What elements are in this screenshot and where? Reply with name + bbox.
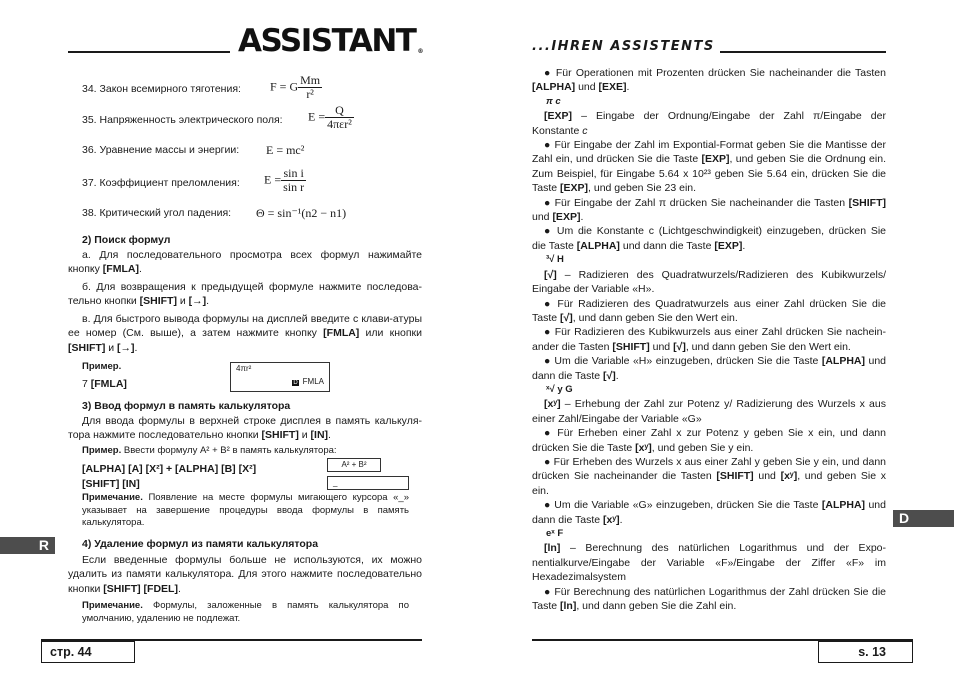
page-number-right: s. 13 [818, 641, 913, 663]
key-sequence-line2: [SHIFT] [IN] [82, 478, 140, 490]
de-heading-ex: eˣ F [546, 528, 564, 539]
de-heading-xroot: ˣ√ y G [546, 383, 573, 395]
section-title-input: 3) Ввод формул в память калькулятора [82, 400, 291, 412]
de-para-10: [xʸ] – Erhebung der Zahl zur Potenz y/ Radizierung des Wurzels x aus einer Zahl/Eingabe der Variable «G» [532, 398, 886, 425]
de-para-14: [ln] – Berechnung des natürlichen Logarithmus und der Expo-nentialkurve/Eingabe der Variable «F»/Eingabe der Ziffer «F» im Hexadezimalsystem [532, 542, 886, 584]
header-rule-right [720, 51, 886, 53]
brand-logo: ASSISTANT ® [238, 23, 424, 59]
key-sequence-line1: [ALPHA] [A] [X²] + [ALPHA] [B] [X²] [82, 463, 257, 475]
side-tab-de: D [893, 510, 954, 527]
formula-37: 37. Коэффициент преломления: E = $\frac{\text{sin i}}{\text{sin r}}$ [82, 166, 305, 194]
de-para-2: [EXP] – Eingabe der Ordnung/Eingabe der Zahl π/Eingabe der Konstante c [532, 110, 886, 137]
example-label-1: Пример. [82, 361, 122, 372]
de-para-8: ● Für Radizieren des Kubikwurzels aus einer Zahl drücken Sie nachein-ander die Tasten [SHIFT] und [√], und dann geben Sie den Wert ein. [532, 326, 886, 353]
calculator-display-2-bottom: _ [327, 476, 409, 490]
de-para-7: ● Für Radizieren des Quadratwurzels aus einer Zahl drücken Sie die Taste [√], und dann geben Sie den Wert ein. [532, 297, 886, 324]
page-number-left: стр. 44 [41, 641, 135, 663]
paragraph-4: Если введенные формулы больше не используются, их можно удалить из памяти калькулятора. Для этого нажмите последовательно кнопки [SHIFT] [FDEL]. [68, 554, 422, 595]
de-para-11: ● Für Erheben einer Zahl x zur Potenz y geben Sie x ein, und dann drücken Sie die Taste [xʸ], und geben Sie y ein. [532, 427, 886, 454]
display-d-indicator: D [293, 380, 298, 386]
header-rule-left [68, 51, 230, 53]
de-para-1: ● Für Operationen mit Prozenten drücken Sie nacheinander die Tasten [ALPHA] und [EXE]. [532, 67, 886, 94]
paragraph-3: Для ввода формулы в верхней строке дисплея в память калькуля-тора нажмите последовательно кнопки [SHIFT] и [IN]. [68, 415, 422, 442]
paragraph-2b: б. Для возвращения к предыдущей формуле нажмите последова-тельно кнопки [SHIFT] и [→]. [68, 281, 422, 308]
de-para-13: ● Um die Variable «G» einzugeben, drücken Sie die Taste [ALPHA] und dann die Taste [xʸ]. [532, 499, 886, 526]
note-1: Примечание. Появление на месте формулы мигающего курсора «_» указывает на завершение процедуры ввода формулы в память калькулятора. [82, 492, 409, 528]
tagline: ...IHREN ASSISTENTS [532, 39, 715, 54]
de-para-9: ● Um die Variable «H» einzugeben, drücken Sie die Taste [ALPHA] und dann die Taste [√]. [532, 355, 887, 382]
de-heading-root: ³√ H [546, 254, 564, 266]
de-para-12: ● Für Erheben des Wurzels x aus einer Zahl y geben Sie y ein, und dann drücken Sie nacheinander die Tasten [SHIFT] und [xʸ], und geben Sie x ein. [532, 455, 887, 497]
de-content [532, 66, 886, 613]
de-para-4: ● Für Eingabe der Zahl π drücken Sie nacheinander die Tasten [SHIFT] und [EXP]. [532, 196, 886, 224]
formula-34: 34. Закон всемирного тяготения: F = G $\frac{Mm}{\text{r²}}$ [82, 73, 321, 101]
formula-36: 36. Уравнение массы и энергии: E = mc² [82, 143, 305, 157]
calculator-display-1: 4πr² D FMLA [230, 362, 330, 392]
paragraph-2a: а. Для последовательного просмотра всех формул нажимайте кнопку [FMLA]. [68, 249, 422, 276]
de-para-15: ● Für Berechnung des natürlichen Logarithmus der Zahl drücken Sie die Taste [ln], und dann geben Sie die Zahl ein. [532, 585, 886, 613]
note-2: Примечание. Формулы, заложенные в память калькулятора по умолчанию, удалению не подлежат. [82, 600, 409, 624]
de-para-5: ● Um die Konstante c (Lichtgeschwindigkeit) einzugeben, drücken Sie die Taste [ALPHA] und dann die Taste [EXP]. [532, 225, 886, 252]
de-para-6: [√] – Radizieren des Quadratwurzels/Radizieren des Kubikwurzels/ Eingabe der Variable «H». [532, 268, 886, 296]
paragraph-2c: в. Для быстрого вывода формулы на дисплей введите с клави-атуры ее номер (См. выше), а затем нажмите кнопку [FMLA] или кнопки [SHIFT] и [→]. [68, 313, 422, 354]
example-3: Пример. Ввести формулу A² + B² в память калькулятора: [82, 445, 337, 456]
side-tab-ru: R [0, 537, 55, 554]
section-title-delete: 4) Удаление формул из памяти калькулятора [82, 538, 319, 550]
formula-38: 38. Критический угол падения: Θ = sin⁻¹(n2 − n1) [82, 206, 347, 220]
section-title-search: 2) Поиск формул [82, 234, 171, 246]
formula-35: 35. Напряженность электрического поля: E = $\frac{Q}{\text{4πεr²}}$ [82, 103, 352, 131]
de-heading-pi: π c [546, 95, 561, 107]
de-para-3: ● Für Eingabe der Zahl im Expontial-Format geben Sie die Mantisse der Zahl ein, und drücken Sie die Taste [EXP], und geben Sie die Ordnung ein. Zum Beispiel, für Eingabe 5.64 x 10²³ geben Sie 5.64 ein, drücken Sie die Taste [EXP], und geben Sie 23 ein. [532, 139, 886, 195]
example-input-1: 7 [FMLA] [82, 378, 127, 390]
calculator-display-2-top: A² + B² [327, 458, 381, 472]
